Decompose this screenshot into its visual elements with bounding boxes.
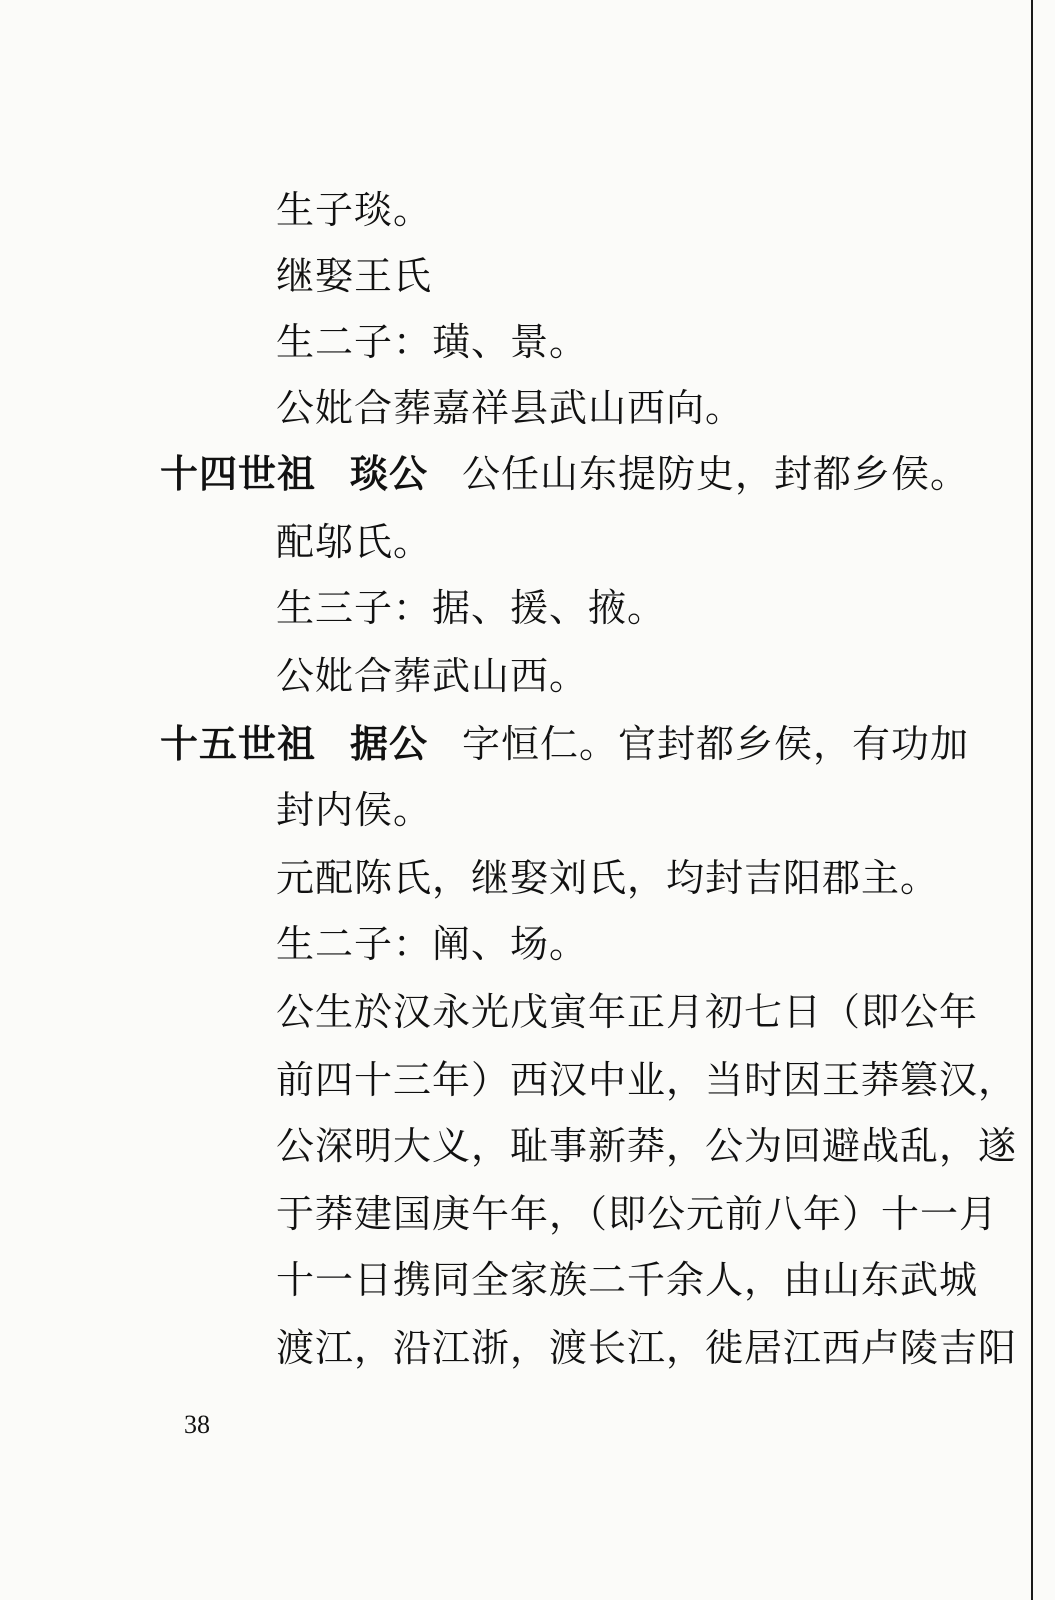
entry-text: 公任山东提防史，封都乡侯。 [462, 452, 970, 496]
text-line: 元配陈氏，继娶刘氏，均封吉阳郡主。 [276, 856, 940, 900]
text-line: 生二子：阐、场。 [276, 922, 589, 966]
text-line: 前四十三年）西汉中业，当时因王莽篡汉， [276, 1058, 1018, 1102]
text-line: 生二子：璜、景。 [276, 320, 589, 364]
text-line: 公深明大义，耻事新莽，公为回避战乱，遂 [276, 1124, 1018, 1168]
text-line: 渡江，沿江浙，渡长江，徙居江西卢陵吉阳 [276, 1326, 1018, 1370]
ancestor-name: 琰公 [350, 451, 429, 496]
genealogy-entry-14 [160, 450, 969, 498]
page-edge-line [1031, 0, 1033, 1600]
text-line: 于莽建国庚午年，（即公元前八年）十一月 [276, 1192, 999, 1236]
text-line: 十一日携同全家族二千余人，由山东武城 [276, 1258, 979, 1302]
entry-text: 字恒仁。官封都乡侯，有功加 [462, 722, 970, 766]
page-number: 38 [184, 1410, 210, 1439]
text-line: 继娶王氏 [276, 254, 433, 298]
text-line: 配邬氏。 [276, 520, 433, 564]
genealogy-entry-15 [160, 720, 969, 768]
generation-label: 十四世祖 [160, 451, 317, 496]
text-line: 生三子：据、援、掖。 [276, 586, 667, 630]
text-line: 生子琰。 [276, 188, 433, 232]
text-line: 公生於汉永光戊寅年正月初七日（即公年 [276, 990, 979, 1034]
generation-label: 十五世祖 [160, 721, 317, 766]
text-line: 公妣合葬嘉祥县武山西向。 [276, 386, 745, 430]
text-line: 封内侯。 [276, 788, 433, 832]
text-line: 公妣合葬武山西。 [276, 654, 589, 698]
ancestor-name: 据公 [350, 721, 429, 766]
